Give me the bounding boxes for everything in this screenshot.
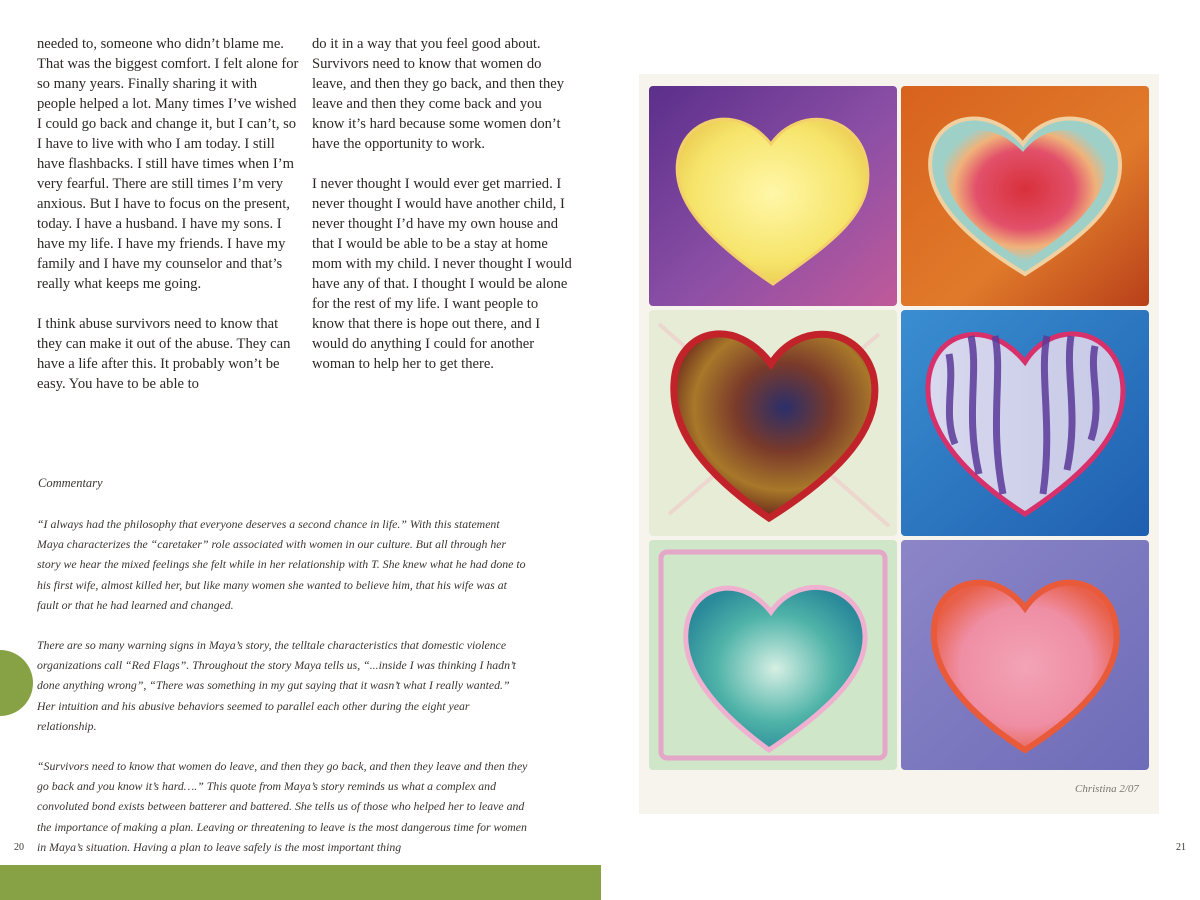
story-column-1 (37, 34, 299, 414)
panel-striped-heart (901, 310, 1149, 536)
panel-dark-heart (649, 310, 897, 536)
story-paragraph: I never thought I would ever get married. I never thought I would have another child, I never thought I’d have my own house and that I would be able to be a stay at home mom with my child. I never thought I would have any of that. I thought I would be alone for the rest of my life. I want people to know that there is hope out there, and I would do anything I could for another woman to help her to get there. (312, 176, 572, 372)
green-tab-decoration (0, 650, 33, 716)
commentary-body (37, 514, 529, 877)
commentary-paragraph: “Survivors need to know that women do leave, and then they go back, and then they leave and then they go back and you know it’s hard….” This quote from Maya’s story reminds us what a complex and convoluted bond exists between batterer and battered. She tells us of those who helped her to leave and the importance of making a plan. Leaving or threatening to leave is the most dangerous time for women in Maya’s situation. Having a plan to leave safely is the most important thing (37, 759, 528, 854)
right-page (601, 0, 1200, 900)
story-paragraph: do it in a way that you feel good about. Survivors need to know that women do leave, and then they go back, and then they leave and then they come back and you know it’s hard because some women don’t have the opportunity to work. (312, 36, 565, 152)
artist-signature: Christina 2/07 (1075, 783, 1139, 795)
panel-pink-heart (901, 540, 1149, 770)
commentary-paragraph: There are so many warning signs in Maya’s story, the telltale characteristics that domestic violence organizations call “Red Flags”. Throughout the story Maya tells us, “...inside I was thinking I hadn’t done anything wrong”, “There was something in my gut saying that it wasn’t what I really wanted.” Her intuition and his abusive behaviors seemed to parallel each other during the eight year relationship. (37, 638, 516, 733)
page-number-right: 21 (1176, 842, 1186, 853)
page-number-left: 20 (14, 842, 24, 853)
panel-red-heart (901, 86, 1149, 306)
panel-teal-heart (649, 540, 897, 770)
commentary-paragraph: “I always had the philosophy that everyone deserves a second chance in life.” With this statement Maya characterizes the “caretaker” role associated with women in our culture. But all through her story we hear the mixed feelings she felt while in her relationship with T. She knew what he had done to his first wife, almost killed her, but like many women she wanted to believe him, that his wife was at fault or that he had learned and changed. (37, 517, 526, 612)
story-paragraph: needed to, someone who didn’t blame me. That was the biggest comfort. I felt alone for so many years. Finally sharing it with people helped a lot. Many times I’ve wished I could go back and change it, but I can’t, so I have to live with who I am today. I still have flashbacks. I still have times when I’m very fearful. There are still times I’m very anxious. But I have to focus on the present, today. I have a husband. I have my sons. I have my life. I have my friends. I have my family and I have my counselor and that’s really what keeps me going. (37, 36, 299, 292)
panel-yellow-heart (649, 86, 897, 306)
green-footer-bar (0, 865, 601, 900)
heart-painting (639, 74, 1159, 814)
commentary-heading: Commentary (38, 476, 103, 490)
story-paragraph: I think abuse survivors need to know that they can make it out of the abuse. They can have a life after this. It probably won’t be easy. You have to be able to (37, 316, 291, 392)
story-column-2 (312, 34, 574, 394)
